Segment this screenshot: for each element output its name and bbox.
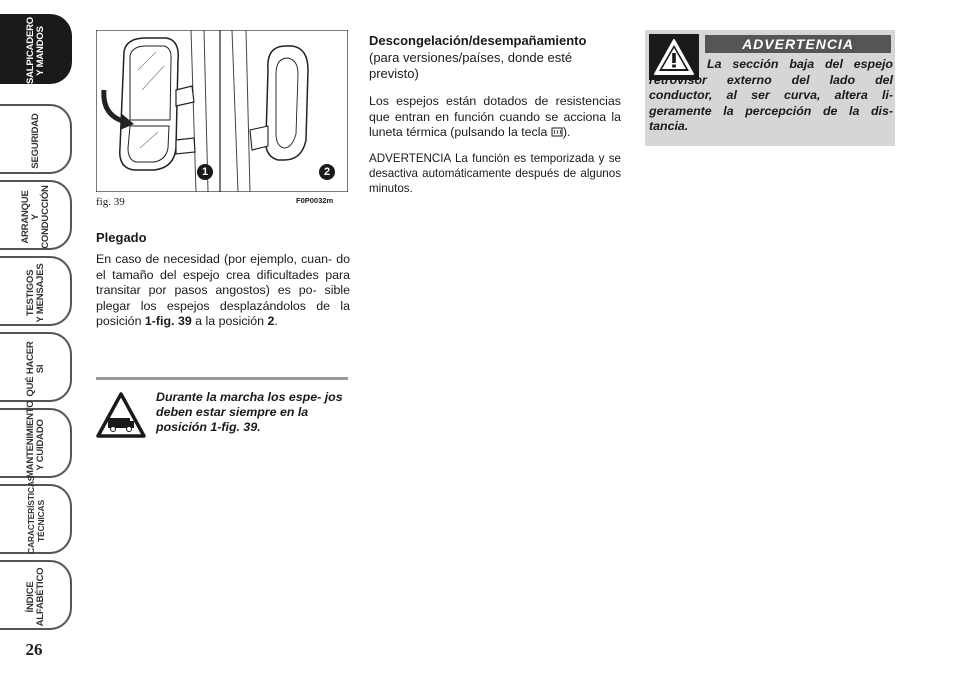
position-marker-2: 2	[319, 164, 335, 180]
plegado-fig-ref: 1-fig. 39	[144, 314, 192, 328]
defrost-note: ADVERTENCIA La función es temporizada y se desactiva automáticamente después de algunos minutos.	[369, 152, 621, 195]
tab-label-line2: Y CONDUCCIÓN	[30, 185, 51, 249]
tab-label-line1: MANTENIMIENTO	[25, 400, 36, 478]
tab-label-line1: QUÉ HACER SI	[25, 341, 46, 397]
tab-que-hacer-si[interactable]	[0, 332, 72, 402]
plegado-text-end: .	[274, 314, 278, 328]
tab-label-line2: Y MENSAJES	[35, 263, 46, 323]
plegado-text-middle: a la posición	[191, 314, 268, 328]
tab-label-line1: SEGURIDAD	[30, 113, 41, 169]
rear-defrost-icon	[551, 126, 563, 136]
defrost-paragraph	[369, 94, 621, 141]
tab-salpicadero-y-mandos[interactable]	[0, 14, 72, 84]
tab-label-line1: ÍNDICE	[25, 581, 36, 613]
tab-label-line1: CARACTERÍSTICAS	[26, 475, 36, 554]
tab-label-line2: Y MANDOS	[35, 26, 46, 76]
mirror-illustration	[96, 30, 348, 192]
tab-arranque-y-conduccion[interactable]	[0, 180, 72, 250]
driving-warning	[96, 377, 348, 438]
tab-seguridad[interactable]	[0, 104, 72, 174]
defrost-text: Los espejos están dotados de resistencias que entran en función cuando se acciona la luneta térmica (pulsando la tecla	[369, 94, 621, 139]
position-marker-1: 1	[197, 164, 213, 180]
tab-label-line2: ALFABÉTICO	[35, 567, 46, 627]
advertencia-box	[645, 30, 895, 146]
plegado-text-before: En caso de necesidad (por ejemplo, cuan- do el tamaño del espejo crea dificultades para transitar por pasos angostos) es po- sible plegar los espejos desplazándolos de la posición	[96, 252, 350, 328]
plegado-position: 2	[267, 314, 275, 328]
advertencia-text: La sección baja del espejo retrovisor externo del lado del conductor, al ser curva, altera li- geramente la percepción de la dis- tancia.	[649, 57, 893, 133]
defrost-heading: Descongelación/desempañamiento	[369, 33, 587, 48]
defrost-subheading: (para versiones/países, donde esté previsto)	[369, 50, 573, 81]
tab-label-line1: TESTIGOS	[25, 269, 36, 317]
page-number: 26	[25, 640, 43, 659]
tab-label-line2: Y CUIDADO	[35, 419, 46, 471]
tab-indice-alfabetico[interactable]	[0, 560, 72, 630]
mirror-drawing	[96, 30, 348, 192]
plegado-heading: Plegado	[96, 230, 147, 245]
tab-label-line1: ARRANQUE	[20, 190, 31, 244]
figure-code: F0P0032m	[296, 196, 334, 205]
tab-mantenimiento-y-cuidado[interactable]	[0, 400, 72, 478]
vehicle-warning-icon	[96, 392, 146, 438]
advertencia-title: ADVERTENCIA	[705, 35, 891, 53]
tab-testigos-y-mensajes[interactable]	[0, 256, 72, 326]
tab-label-line1: SALPICADERO	[25, 17, 36, 84]
plegado-paragraph	[96, 252, 350, 330]
defrost-text-end: ).	[562, 125, 571, 139]
driving-warning-text: Durante la marcha los espe- jos deben estar siempre en la posición 1-fig. 39.	[156, 390, 343, 434]
tab-label-line2: TÉCNICAS	[36, 500, 46, 542]
figure-caption: fig. 39	[96, 196, 125, 208]
tab-caracteristicas-tecnicas[interactable]	[0, 475, 72, 554]
